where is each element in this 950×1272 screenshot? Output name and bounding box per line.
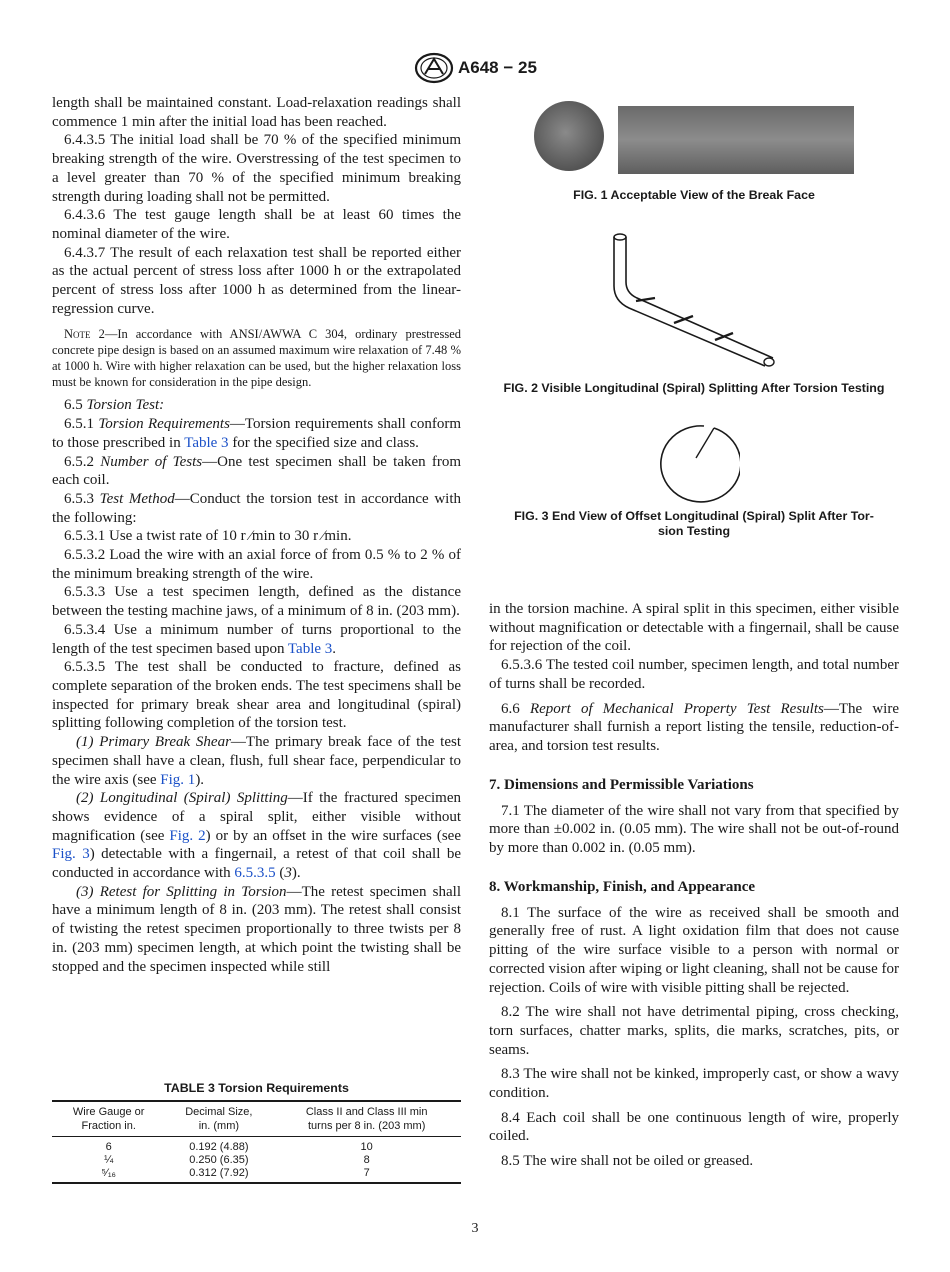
fig-1-link[interactable]: Fig. 1 [160, 771, 196, 788]
section-6-5-3 [52, 490, 461, 527]
note-2 [52, 326, 461, 390]
section-text: —One test specimen shall be taken from each coil. [52, 453, 462, 489]
paragraph-7-1: 7.1 The diameter of the wire shall not vary from that specified by more than ±0.002 in. (0.05 mm). The wire shall not be out-of-round by more than 0.002 in. (0.05 mm). [489, 802, 899, 857]
table-cell: 6 [105, 1141, 112, 1153]
header-line: Decimal Size, [185, 1106, 253, 1118]
section-number: 6.5.3 [64, 490, 100, 507]
section-8-heading: 8. Workmanship, Finish, and Appearance [489, 878, 756, 895]
table-row [52, 1137, 461, 1155]
header-line: in. (mm) [198, 1120, 240, 1132]
paragraph-6-4-3-5: 6.4.3.5 The initial load shall be 70 % of the specified minimum breaking strength of the wire. Overstressing of the test specimen to a level greater than 70 % of the specified minimum breaking strength during loading shall not be permitted. [52, 132, 461, 205]
page-header [0, 52, 950, 86]
paragraph-6-5-3-1: 6.5.3.1 Use a twist rate of 10 r ⁄min to 30 r ⁄min. [64, 528, 352, 545]
astm-logo-icon [414, 52, 454, 84]
item-text: ). [291, 865, 301, 882]
item-text: ). [195, 771, 205, 788]
paragraph-6-4-3-7: 6.4.3.7 The result of each relaxation test shall be reported either as the actual percent of stress loss after 1000 h or the extrapolated percent of stress loss after 1000 h as determined from the linear-regression curve. [52, 244, 461, 317]
section-title: Number of Tests [100, 453, 203, 470]
column-header [52, 1101, 165, 1137]
item-retest-splitting [52, 883, 461, 977]
standard-designation: A648 − 25 [458, 58, 537, 77]
item-title: (2) Longitudinal (Spiral) Splitting [76, 790, 288, 807]
page-number: 3 [471, 1221, 479, 1236]
section-text: for the specified size and class. [228, 434, 419, 451]
right-column [489, 600, 899, 1171]
table-3-link[interactable]: Table 3 [184, 434, 229, 451]
table-row [52, 1167, 461, 1183]
paragraph-8-4: 8.4 Each coil shall be one continuous length of wire, properly coiled. [489, 1109, 899, 1145]
paragraph-8-1: 8.1 The surface of the wire as received shall be smooth and generally free of rust. A light oxidation film that does not cause pitting of the wire surface visible to a person with normal or corrected vision after wiping or light cleaning, shall not be cause for rejection. Coils of wire with visible pitting shall be rejected. [489, 904, 899, 996]
section-title: Torsion Requirements [98, 416, 230, 433]
section-number: 6.5 [64, 397, 87, 414]
fig-3-end-view-drawing [650, 424, 740, 504]
fig-3-caption-line: sion Testing [657, 524, 731, 538]
paragraph-8-3: 8.3 The wire shall not be kinked, improperly cast, or show a wavy condition. [489, 1066, 899, 1102]
item-longitudinal-splitting [52, 789, 461, 883]
table-cell: ¼ [104, 1154, 114, 1166]
table-header-row [52, 1101, 461, 1137]
section-text: 6.5.3.4 Use a minimum number of turns proportional to the length of the test specimen based upon [52, 621, 461, 657]
table-row [52, 1154, 461, 1167]
section-title: Torsion Test: [86, 397, 165, 414]
section-number: 6.5.2 [64, 453, 101, 470]
table-cell: ⁵⁄₁₆ [52, 1167, 165, 1183]
fig-3-caption-line: FIG. 3 End View of Offset Longitudinal (Spiral) Split After Tor- [514, 509, 874, 523]
table-cell: 0.250 (6.35) [189, 1154, 249, 1166]
paragraph-8-5: 8.5 The wire shall not be oiled or greased. [501, 1153, 754, 1170]
paragraph-6-5-3-3: 6.5.3.3 Use a test specimen length, defined as the distance between the testing machine jaws, of a minimum of 8 in. (203 mm). [52, 584, 461, 620]
item-text: —The primary break face of the test specimen shall have a clean, flush, full shear face, perpendicular to the wire axis (see [52, 734, 461, 788]
reference-number: 3 [284, 865, 292, 882]
fig-3-caption [489, 509, 899, 539]
item-text: ) or by an offset in the wire surfaces (see [205, 827, 461, 844]
item-text: —The retest specimen shall have a minimum length of 8 in. (203 mm). The retest shall consist of twisting the retest specimen proportionally to three twists per 8 in. (203 mm) specimen length, at which point the twisting shall be stopped and the specimen inspected while still [52, 883, 461, 975]
header-line: turns per 8 in. (203 mm) [307, 1120, 426, 1132]
paragraph-6-4-3-6: 6.4.3.6 The test gauge length shall be at least 60 times the nominal diameter of the wire. [52, 207, 461, 242]
table-3-link[interactable]: Table 3 [287, 640, 333, 657]
item-text: ( [275, 865, 285, 882]
torsion-requirements-table [52, 1100, 461, 1184]
section-title: Test Method [99, 490, 175, 507]
section-7-heading: 7. Dimensions and Permissible Variations [489, 776, 754, 793]
paragraph-6-5-3-6: 6.5.3.6 The tested coil number, specimen length, and total number of turns shall be recorded. [489, 657, 899, 692]
item-title: (1) Primary Break Shear [76, 734, 231, 751]
section-title: Report of Mechanical Property Test Results [529, 700, 824, 717]
left-column [52, 94, 461, 976]
section-number: 6.5.1 [64, 416, 99, 433]
column-header [272, 1101, 461, 1137]
fig-3-link[interactable]: Fig. 3 [52, 846, 90, 863]
fig-2-link[interactable]: Fig. 2 [169, 827, 206, 844]
section-6-5-3-5-link[interactable]: 6.5.3.5 [234, 865, 276, 882]
section-text: . [332, 640, 337, 657]
table-cell: 10 [360, 1141, 373, 1153]
table-cell: 7 [272, 1167, 461, 1183]
table-cell: 0.192 (4.88) [189, 1141, 249, 1153]
paragraph: length shall be maintained constant. Load-relaxation readings shall commence 1 min after the initial load has been reached. [52, 95, 461, 130]
section-6-5-1 [52, 415, 461, 452]
paragraph-6-5-3-2: 6.5.3.2 Load the wire with an axial force of from 0.5 % to 2 % of the minimum breaking strength of the wire. [52, 547, 461, 582]
fig-2-caption: FIG. 2 Visible Longitudinal (Spiral) Splitting After Torsion Testing [503, 381, 885, 395]
paragraph-6-5-3-4 [52, 621, 461, 658]
item-primary-break-shear [52, 733, 461, 789]
item-text: —If the fractured specimen shows evidence of a spiral split, either visible without magnification (see [52, 790, 461, 844]
header-line: Wire Gauge or [72, 1106, 145, 1118]
section-number: 6.6 [501, 700, 530, 717]
note-label: Note [64, 327, 91, 342]
item-title: (3) Retest for Splitting in Torsion [76, 883, 287, 900]
paragraph-6-5-3-5: 6.5.3.5 The test shall be conducted to fracture, defined as complete separation of the broken ends. The test specimens shall be inspected for primary break shear area and longitudinal (spiral) splitting following completion of the torsion test. [52, 659, 461, 732]
header-line: Class II and Class III min [305, 1106, 428, 1118]
fig-1-break-face-image [532, 100, 857, 178]
fig-2-spiral-splitting-drawing [605, 228, 785, 370]
section-6-6 [489, 700, 899, 756]
section-text: —The wire manufacturer shall furnish a report listing the tensile, reduction-of-area, and torsion test results. [489, 700, 899, 754]
section-text: —Torsion requirements shall conform to those prescribed in [52, 416, 461, 451]
section-6-5-2 [52, 453, 461, 490]
table-cell: 0.312 (7.92) [165, 1167, 272, 1183]
item-text: ) detectable with a fingernail, a retest of that coil shall be conducted in accordance with [52, 846, 461, 882]
section-6-5 [52, 396, 461, 415]
paragraph: in the torsion machine. A spiral split in this specimen, either visible without magnification or detectable with a fingernail, shall be cause for rejection of the coil. [489, 601, 899, 655]
note-text: 2—In accordance with ANSI/AWWA C 304, ordinary prestressed concrete pipe design is based on an assumed maximum wire relaxation of 7.48 % at 1000 h. Wire with higher relaxation can be used, but the higher relaxation loss must be known for consideration in the pipe design. [52, 327, 461, 390]
table-cell: 8 [363, 1154, 370, 1166]
section-text: —Conduct the torsion test in accordance with the following: [52, 490, 461, 526]
table-caption: TABLE 3 Torsion Requirements [164, 1081, 349, 1095]
column-header [165, 1101, 272, 1137]
paragraph-8-2: 8.2 The wire shall not have detrimental piping, cross checking, torn surfaces, chatter marks, splits, die marks, scratches, pits, or seams. [489, 1004, 899, 1058]
header-line: Fraction in. [81, 1120, 136, 1132]
table-3 [52, 1081, 461, 1184]
fig-1-caption: FIG. 1 Acceptable View of the Break Face [573, 188, 815, 202]
